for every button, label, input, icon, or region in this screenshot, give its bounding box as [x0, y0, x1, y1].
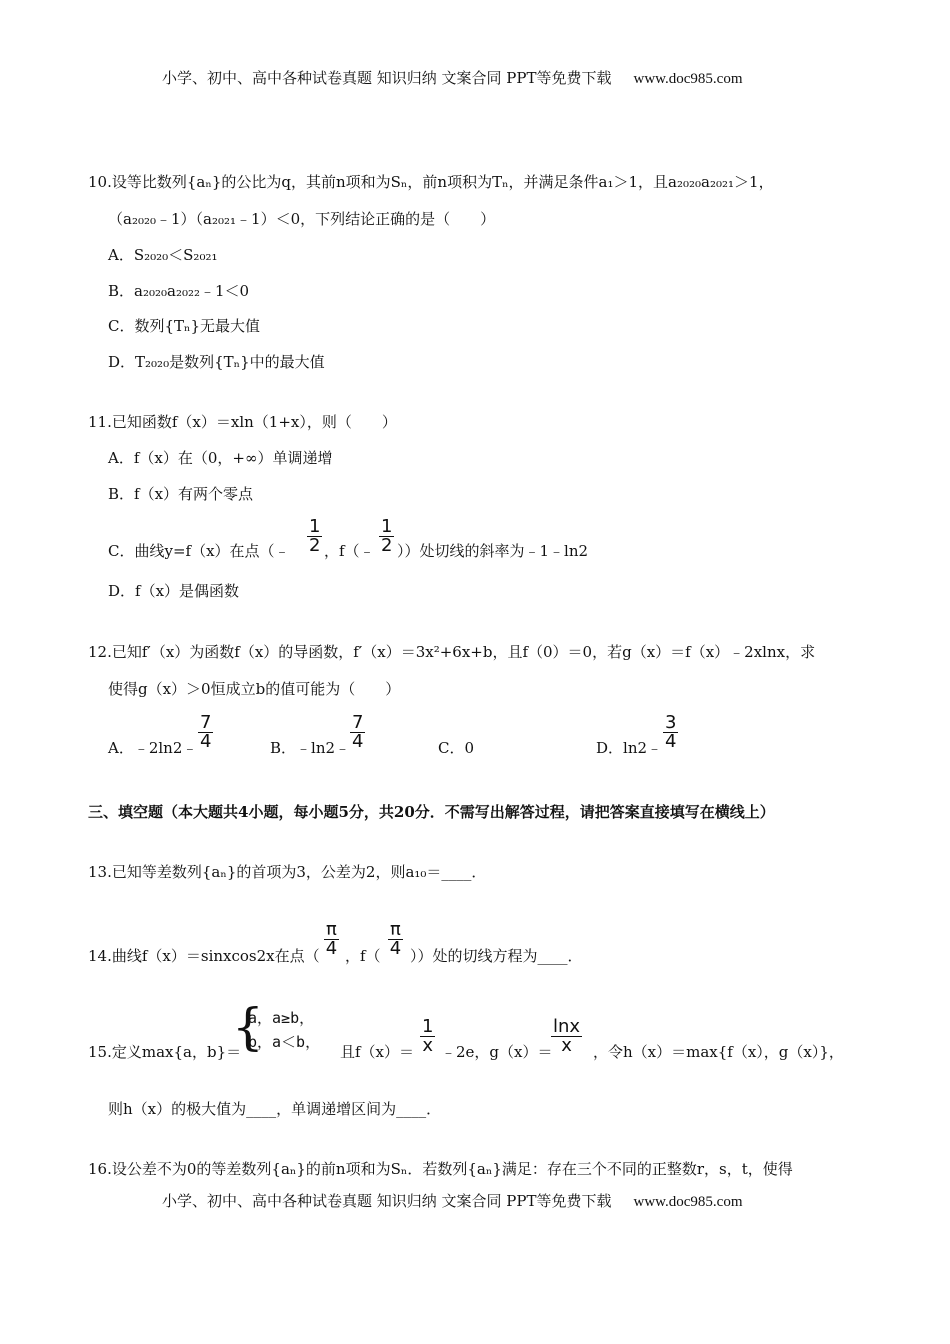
q10-option-b: B．a₂₀₂₀a₂₀₂₂﹣1＜0: [108, 282, 250, 300]
q12-option-a-fraction: [198, 714, 213, 751]
header-url[interactable]: www.doc985.com: [633, 71, 743, 87]
q15-fraction-1: [420, 1018, 435, 1055]
q14-frac1-den: 4: [325, 938, 338, 959]
q12-option-b: B．﹣ln2﹣: [270, 739, 351, 757]
q11-fraction-2: [379, 518, 394, 555]
q11-option-d: D．f（x）是偶函数: [108, 582, 240, 600]
q15-frac2-num: lnx: [553, 1016, 581, 1037]
q12-line2: 使得g（x）＞0恒成立b的值可能为（ ）: [108, 680, 401, 698]
q11-option-c-part2: ，f（﹣: [324, 542, 375, 560]
q12-line1: 12.已知f′（x）为函数f（x）的导函数，f′（x）＝3x²+6x+b，且f（0）＝0，若g（x）＝f（x）﹣2xlnx，求: [88, 643, 816, 661]
q14-fraction-2: [388, 921, 403, 958]
q14-frac2-den: 4: [389, 938, 402, 959]
q15-line2: 则h（x）的极大值为____，单调递增区间为____．: [108, 1100, 442, 1118]
q12-b-num: 7: [352, 712, 364, 733]
footer-text: 小学、初中、高中各种试卷真题 知识归纳 文案合同 PPT等免费下载: [162, 1192, 612, 1210]
q15-frac1-den: x: [422, 1035, 434, 1056]
q11-option-c-part1: C．曲线y=f（x）在点（﹣: [108, 542, 290, 560]
q15-part4: ，令h（x）＝max{f（x），g（x）}，: [593, 1043, 844, 1061]
q14-frac1-num: π: [326, 919, 337, 940]
q11-stem: 11.已知函数f（x）＝xln（1+x），则（ ）: [88, 413, 397, 431]
q11-frac2-den: 2: [381, 535, 393, 556]
page-footer: [162, 1191, 743, 1212]
q10-option-a: A．S₂₀₂₀＜S₂₀₂₁: [108, 246, 218, 264]
q15-frac1-num: 1: [422, 1016, 434, 1037]
q12-option-b-fraction: [350, 714, 365, 751]
q15-fraction-2: [551, 1018, 582, 1055]
q11-frac1-den: 2: [309, 535, 321, 556]
q12-option-c: C．0: [438, 739, 475, 757]
q15-part2: 且f（x）＝: [340, 1043, 415, 1061]
q12-d-num: 3: [665, 712, 677, 733]
q11-option-c-part3: ））处切线的斜率为﹣1﹣ln2: [397, 542, 589, 560]
q13: 13.已知等差数列{aₙ}的首项为3，公差为2，则a₁₀＝____．: [88, 863, 487, 881]
q10-option-c: C．数列{Tₙ}无最大值: [108, 317, 261, 335]
q15-case-2: b，a＜b，: [248, 1033, 321, 1051]
q11-frac2-num: 1: [381, 516, 393, 537]
q11-option-a: A．f（x）在（0，+∞）单调递增: [108, 449, 333, 467]
q15-cases: [248, 1006, 320, 1054]
q11-option-b: B．f（x）有两个零点: [108, 485, 254, 503]
q14-frac2-num: π: [390, 919, 401, 940]
page-header: [162, 68, 743, 89]
q16: 16.设公差不为0的等差数列{aₙ}的前n项和为Sₙ．若数列{aₙ}满足：存在三个不同的正整数r，s，t，使得: [88, 1160, 793, 1178]
q10-line1: 10.设等比数列{aₙ}的公比为q，其前n项和为Sₙ，前n项积为Tₙ，并满足条件a₁＞1，且a₂₀₂₀a₂₀₂₁＞1，: [88, 173, 774, 191]
footer-url[interactable]: www.doc985.com: [633, 1194, 743, 1210]
q15-case-1: a，a≥b，: [248, 1009, 315, 1027]
q14-part2: ，f（: [345, 947, 381, 965]
q14-part1: 14.曲线f（x）＝sinxcos2x在点（: [88, 947, 320, 965]
q10-option-d: D．T₂₀₂₀是数列{Tₙ}中的最大值: [108, 353, 325, 371]
q12-option-a: A．﹣2ln2﹣: [108, 739, 198, 757]
q12-a-den: 4: [200, 731, 212, 752]
q12-option-d-fraction: [663, 714, 678, 751]
q12-option-d: D．ln2﹣: [596, 739, 663, 757]
q11-fraction-1: [307, 518, 322, 555]
q12-d-den: 4: [665, 731, 677, 752]
q15-part3: ﹣2e，g（x）＝: [441, 1043, 553, 1061]
q12-a-num: 7: [200, 712, 212, 733]
q12-b-den: 4: [352, 731, 364, 752]
q11-frac1-num: 1: [309, 516, 321, 537]
section-3-heading: 三、填空题（本大题共4小题，每小题5分，共20分．不需写出解答过程，请把答案直接填写在横线上）: [88, 803, 775, 821]
q14-part3: ））处的切线方程为____．: [410, 947, 583, 965]
header-text: 小学、初中、高中各种试卷真题 知识归纳 文案合同 PPT等免费下载: [162, 69, 612, 87]
q15-part1: 15.定义max{a，b}＝: [88, 1043, 242, 1061]
q15-frac2-den: x: [561, 1035, 572, 1056]
q14-fraction-1: [324, 921, 339, 958]
q10-line2: （a₂₀₂₀﹣1）（a₂₀₂₁﹣1）＜0，下列结论正确的是（ ）: [108, 210, 496, 228]
q15-brace: {: [232, 998, 264, 1056]
